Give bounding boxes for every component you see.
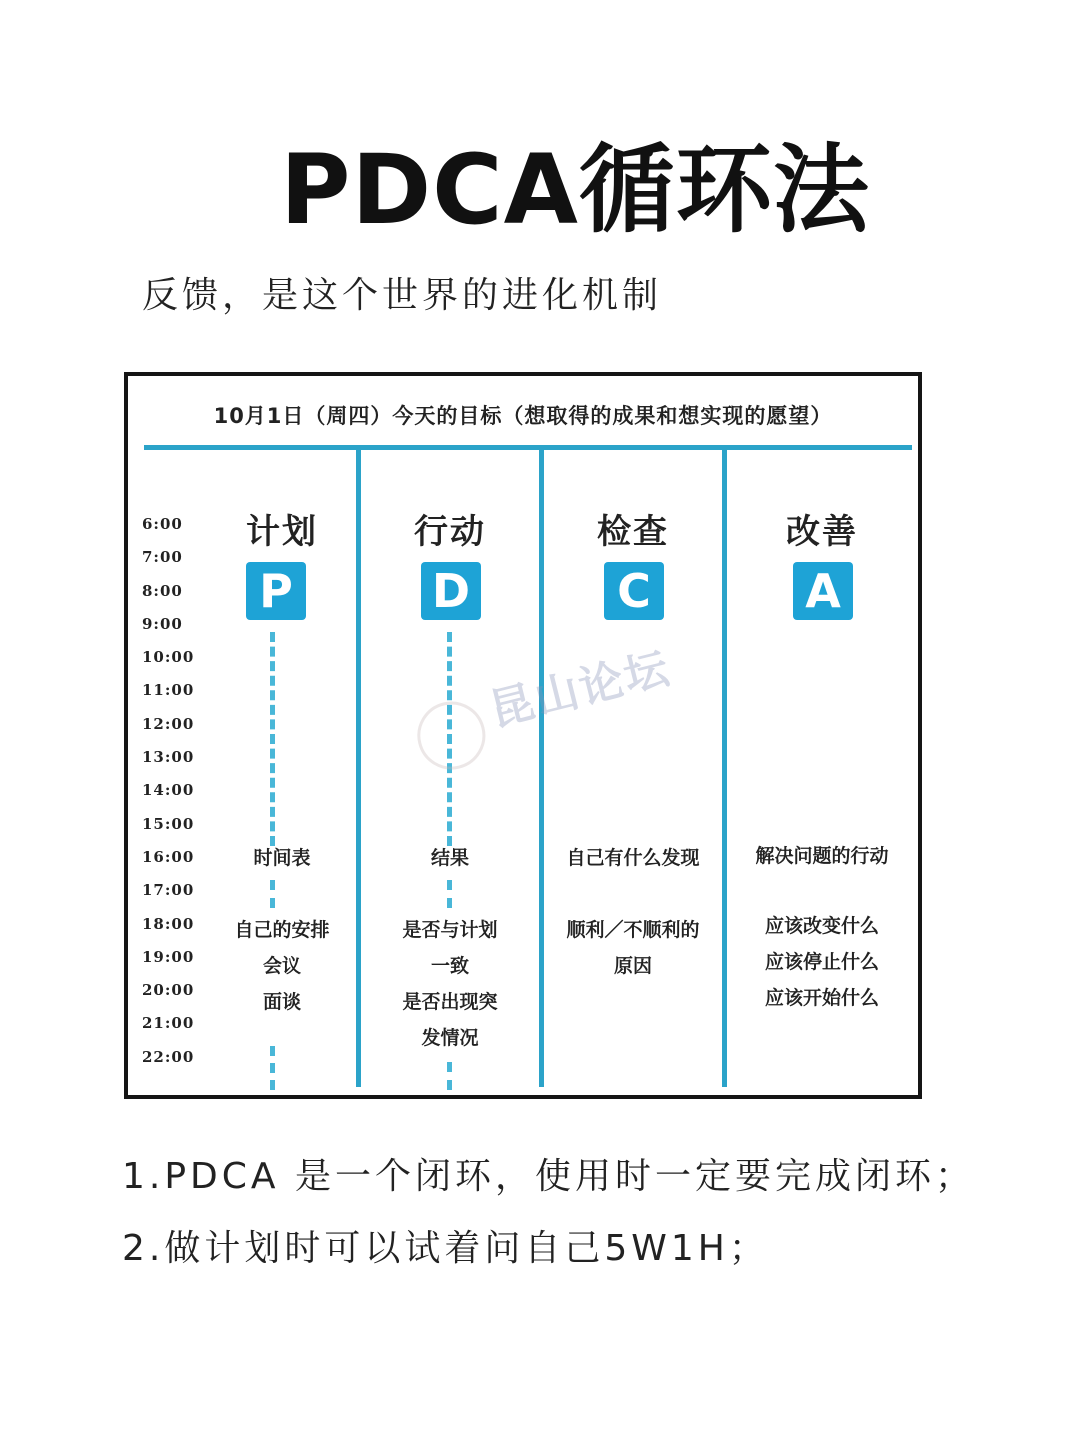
timeline-dash bbox=[447, 1062, 452, 1090]
cell-text: 面谈 bbox=[262, 991, 301, 1013]
notes-list bbox=[122, 1148, 975, 1292]
board-header: 10月1日（周四）今天的目标（想取得的成果和想实现的愿望） bbox=[213, 404, 833, 428]
time-label: 11:00 bbox=[142, 681, 195, 700]
page-subtitle: 反馈，是这个世界的进化机制 bbox=[142, 275, 663, 316]
timeline-dash bbox=[270, 632, 275, 846]
cell-text: 原因 bbox=[613, 955, 652, 977]
page-title: PDCA循环法 bbox=[280, 134, 870, 246]
note-item: 2.做计划时可以试着问自己5W1H； bbox=[122, 1228, 769, 1269]
cell-text: 应该开始什么 bbox=[764, 987, 879, 1009]
cell-text: 发情况 bbox=[421, 1027, 479, 1049]
cell-text: 应该改变什么 bbox=[764, 915, 879, 937]
time-label: 15:00 bbox=[142, 814, 195, 833]
a-badge: A bbox=[793, 562, 853, 620]
timeline-dash bbox=[270, 1046, 275, 1090]
time-axis bbox=[142, 508, 212, 1074]
pdca-board bbox=[124, 372, 922, 1099]
time-label: 9:00 bbox=[142, 614, 183, 633]
timeline-dash bbox=[447, 880, 452, 908]
cell-text: 会议 bbox=[262, 955, 301, 977]
cell-text: 一致 bbox=[430, 955, 469, 977]
time-label: 10:00 bbox=[142, 648, 195, 667]
column-title: 改善 bbox=[786, 512, 858, 552]
cell-text: 时间表 bbox=[253, 847, 311, 869]
time-label: 13:00 bbox=[142, 748, 195, 767]
cell-text: 是否与计划 bbox=[402, 919, 498, 941]
time-label: 21:00 bbox=[142, 1014, 195, 1033]
column-title: 行动 bbox=[414, 512, 486, 552]
time-label: 6:00 bbox=[142, 515, 183, 533]
watermark-text: 昆山论坛 bbox=[484, 642, 676, 737]
time-label: 7:00 bbox=[142, 548, 183, 567]
cell-text: 是否出现突 bbox=[402, 991, 498, 1013]
column-title: 计划 bbox=[246, 512, 318, 552]
time-label: 19:00 bbox=[142, 947, 195, 966]
cell-text: 自己的安排 bbox=[234, 919, 330, 941]
cell-text: 结果 bbox=[430, 847, 469, 869]
c-badge: C bbox=[604, 562, 664, 620]
header-divider bbox=[144, 445, 912, 450]
time-label: 14:00 bbox=[142, 781, 195, 800]
cell-text: 顺利／不顺利的 bbox=[566, 919, 700, 941]
time-label: 16:00 bbox=[142, 847, 195, 866]
note-item: 1.PDCA 是一个闭环，使用时一定要完成闭环； bbox=[122, 1156, 975, 1197]
p-badge: P bbox=[246, 562, 306, 620]
column-title: 检查 bbox=[597, 512, 669, 552]
time-label: 12:00 bbox=[142, 714, 195, 733]
time-label: 8:00 bbox=[142, 581, 183, 600]
time-label: 20:00 bbox=[142, 981, 195, 1000]
time-label: 17:00 bbox=[142, 881, 195, 900]
cell-text: 解决问题的行动 bbox=[755, 845, 889, 867]
cell-text: 自己有什么发现 bbox=[566, 847, 700, 869]
d-badge: D bbox=[421, 562, 481, 620]
time-label: 22:00 bbox=[142, 1047, 195, 1066]
timeline-dash bbox=[270, 880, 275, 908]
cell-text: 应该停止什么 bbox=[764, 951, 879, 973]
time-label: 18:00 bbox=[142, 914, 195, 933]
